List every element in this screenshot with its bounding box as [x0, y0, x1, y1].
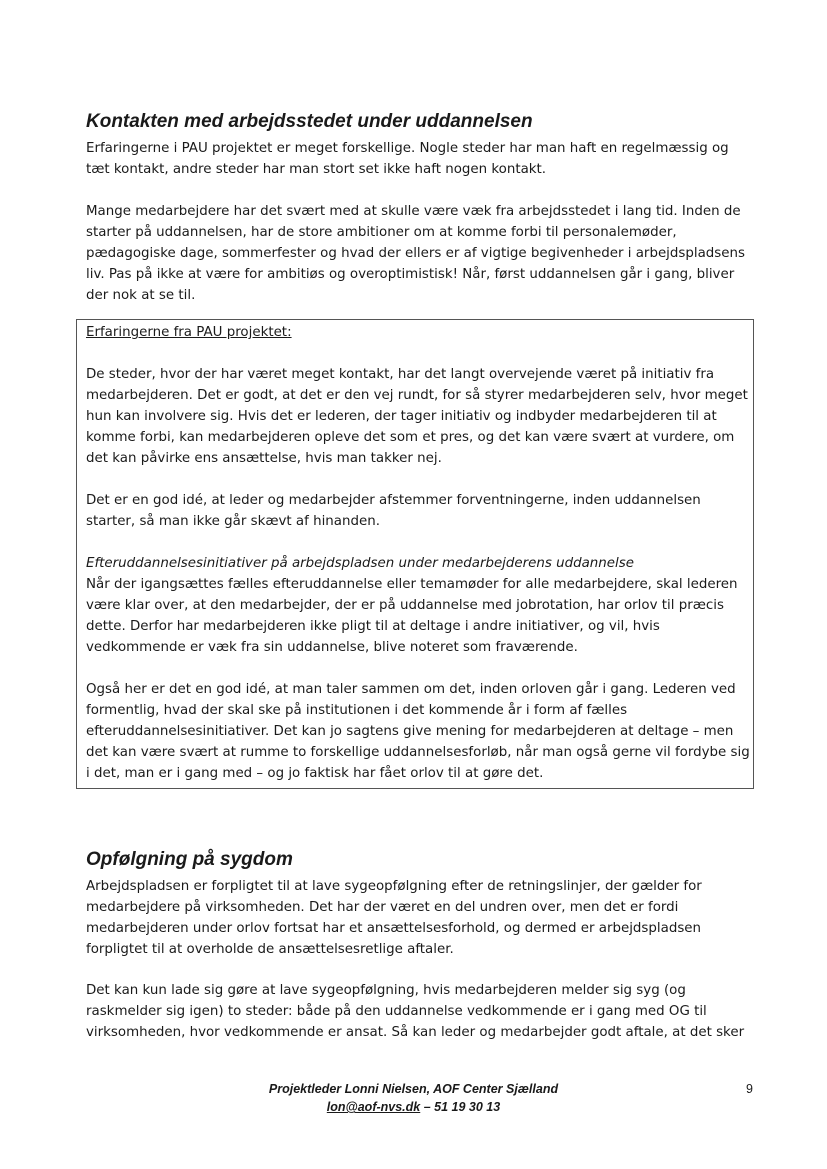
footer-contact [0, 1100, 827, 1114]
page-number: 9 [746, 1082, 753, 1096]
paragraph: Erfaringerne i PAU projektet er meget forskellige. Nogle steder har man haft en regelmæssig og tæt kontakt, andre steder har man stort set ikke haft nogen kontakt. [86, 141, 729, 177]
paragraph: Mange medarbejdere har det svært med at skulle være væk fra arbejdsstedet i lang tid. Inden de starter på uddannelsen, har de store ambitioner om at komme forbi til personalemøder, pædagogiske dage, sommerfester og hvad der ellers er af vigtige begivenheder i arbejdspladsens liv. Pas på ikke at være for ambitiøs og overoptimistisk! Når, først uddannelsen går i gang, bliver der nok at se til. [86, 204, 745, 303]
experience-box [76, 319, 754, 789]
paragraph: Arbejdspladsen er forpligtet til at lave sygeopfølgning efter de retningslinjer, der gælder for medarbejdere på virksomheden. Det har der været en del undren over, men det er fordi medarbejderen under orlov fortsat har et ansættelsesforhold, og dermed er arbejdspladsen forpligtet til at overholde de ansættelsesretlige aftaler. [86, 879, 702, 957]
box-paragraph: De steder, hvor der har været meget kontakt, har det langt overvejende været på initiativ fra medarbejderen. Det er godt, at det er den vej rundt, for så styrer medarbejderen selv, hvor meget hun kan involvere sig. Hvis det er lederen, der tager initiativ og indbyder medarbejderen til at komme forbi, kan medarbejderen opleve det som et pres, og det kan være svært at vurdere, om det kan påvirke ens ansættelse, hvis man takker nej. [86, 367, 748, 466]
box-subheading: Efteruddannelsesinitiativer på arbejdspladsen under medarbejderens uddannelse [86, 556, 634, 571]
paragraph: Det kan kun lade sig gøre at lave sygeopfølgning, hvis medarbejderen melder sig syg (og raskmelder sig igen) to steder: både på den uddannelse vedkommende er i gang med OG til virksomheden, hvor vedkommende er ansat. Så kan leder og medarbejder godt aftale, at det sker [86, 983, 745, 1040]
section-heading-contact: Kontakten med arbejdsstedet under uddannelsen [86, 111, 533, 132]
box-title [86, 320, 750, 343]
box-title-text: Erfaringerne fra PAU projektet [86, 325, 288, 340]
footer-author: Projektleder Lonni Nielsen, AOF Center Sjælland [268, 1082, 559, 1096]
section-heading-sickness: Opfølgning på sygdom [86, 849, 293, 870]
footer-phone: – 51 19 30 13 [420, 1100, 501, 1114]
footer-email-link[interactable]: lon@aof-nvs.dk [326, 1100, 421, 1114]
box-paragraph: Når der igangsættes fælles efteruddannelse eller temamøder for alle medarbejdere, skal lederen være klar over, at den medarbejder, der er på uddannelse med jobrotation, har orlov til præcis dette. Derfor har medarbejderen ikke pligt til at deltage i andre initiativer, og vil, hvis vedkommende er væk fra sin uddannelse, blive noteret som fraværende. [86, 577, 738, 655]
box-paragraph: Det er en god idé, at leder og medarbejder afstemmer forventningerne, inden uddannelsen starter, så man ikke går skævt af hinanden. [86, 493, 701, 529]
box-paragraph: Også her er det en god idé, at man taler sammen om det, inden orloven går i gang. Lederen ved formentlig, hvad der skal ske på institutionen i det kommende år i form af fælles efteruddannelsesinitiativer. Det kan jo sagtens give mening for medarbejderen at deltage – men det kan være svært at rumme to forskellige uddannelsesforløb, når man også gerne vil fordybe sig i det, man er i gang med – og jo faktisk har fået orlov til at gøre det. [86, 682, 750, 781]
box-title-suffix: : [287, 325, 292, 340]
